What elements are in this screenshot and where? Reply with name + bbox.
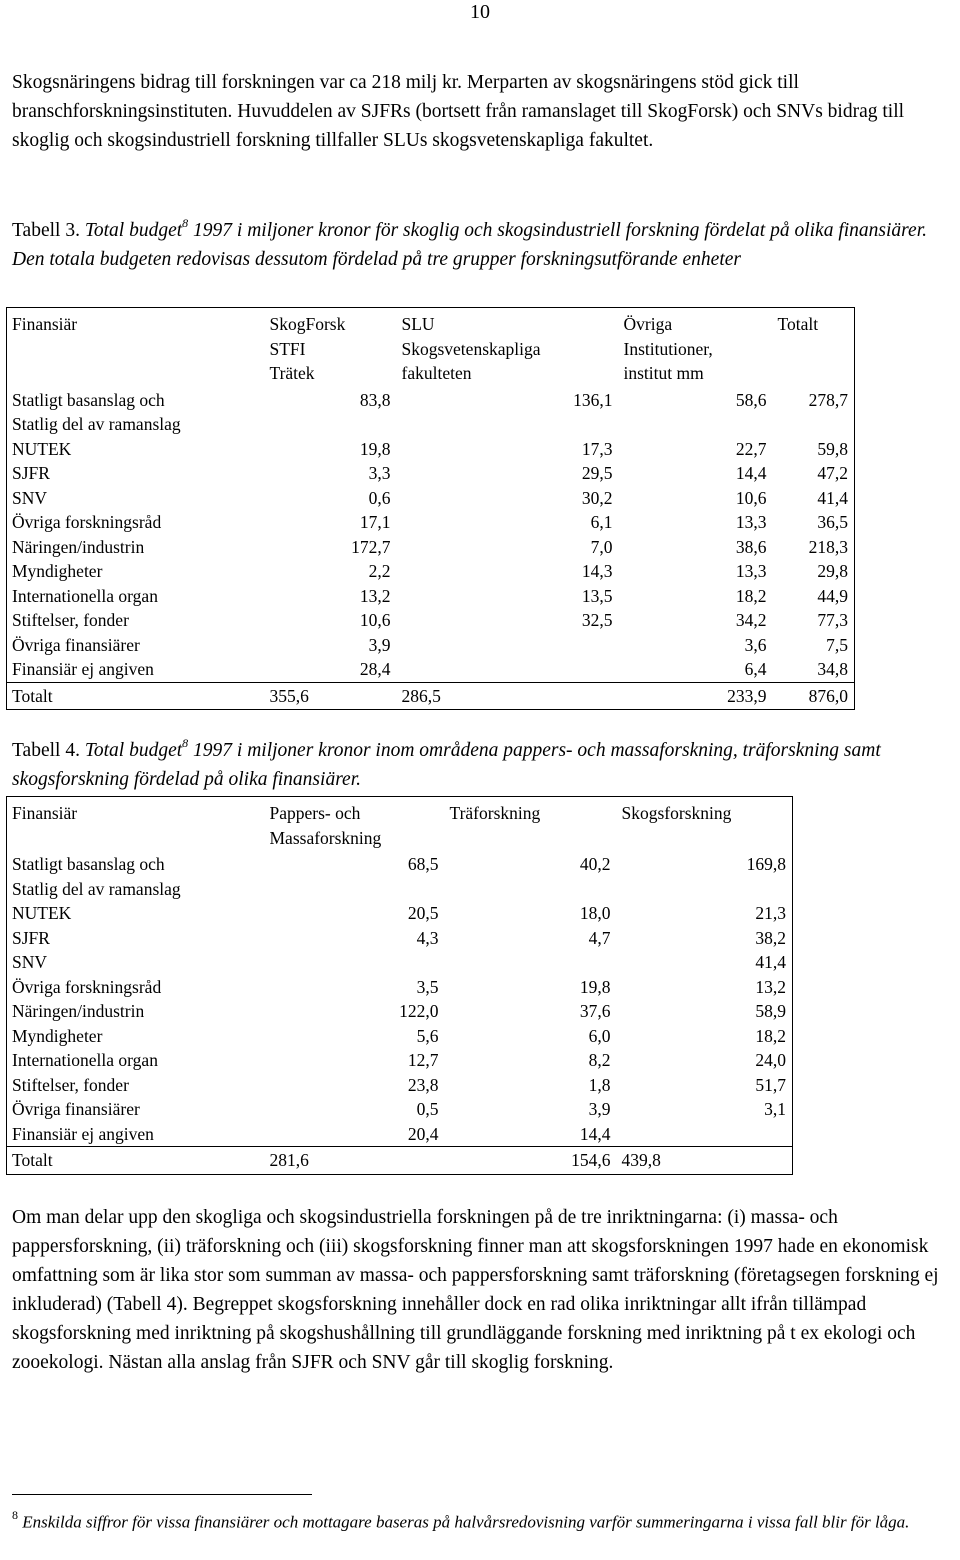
table4-cell-c2: 1,8 — [588, 1074, 611, 1095]
table4-cell-c1: 122,0 — [399, 1001, 439, 1021]
table3-row-label: SNV — [12, 487, 48, 508]
table3-cell-c4: 59,8 — [817, 438, 848, 459]
table3-cell-c1: 2,2 — [368, 561, 391, 581]
table3-title-part1: Total budget — [84, 220, 183, 241]
table3-header-col2-line2: Skogsvetenskapliga — [401, 338, 541, 359]
table3-cell-c2 — [397, 412, 619, 437]
table4-row — [7, 877, 793, 902]
table3-total-c2: 286,5 — [397, 682, 619, 710]
table4-footnote-ref: 8 — [182, 735, 189, 750]
table3-cell-c3: 14,4 — [735, 463, 767, 483]
table4-cell-c1: 0,5 — [416, 1099, 439, 1119]
table3-cell-c1: 19,8 — [359, 438, 391, 459]
table4-title-part1: Total budget — [84, 740, 183, 761]
table3-header-col2 — [397, 308, 619, 388]
table3-header-finansiar: Finansiär — [12, 314, 78, 334]
table3-row — [7, 412, 855, 437]
table3-cell-c3: 13,3 — [735, 561, 767, 581]
table4-total-c2: 154,6 — [445, 1147, 617, 1175]
table4-cell-c3: 3,1 — [764, 1099, 786, 1119]
table4-row — [7, 1097, 793, 1122]
table3-cell-c4: 77,3 — [817, 610, 848, 630]
table3-row-label: Övriga forskningsråd — [12, 512, 162, 532]
table3-cell-c2: 14,3 — [581, 561, 613, 581]
table4-caption — [12, 736, 960, 794]
table4-cell-c3: 51,7 — [755, 1074, 786, 1095]
table3 — [6, 307, 855, 710]
table3-row-label: Övriga finansiärer — [12, 634, 140, 655]
table3-header-col1-line2: STFI — [269, 338, 306, 359]
table3-cell-c1: 172,7 — [351, 536, 391, 557]
table4-row — [7, 950, 793, 975]
table3-cell-c1: 0,6 — [368, 487, 391, 508]
table3-row — [7, 437, 855, 462]
table3-row-label: Stiftelser, fonder — [12, 610, 129, 630]
table4-cell-c2: 14,4 — [579, 1123, 611, 1144]
table4-cell-c3: 21,3 — [755, 903, 786, 923]
table3-cell-c4: 36,5 — [817, 512, 848, 532]
table4-cell-c3: 38,2 — [755, 927, 786, 948]
table3-row-label: Statligt basanslag och — [12, 389, 165, 410]
intro-paragraph: Skogsnäringens bidrag till forskningen var ca 218 milj kr. Merparten av skogsnäringens stöd gick till branschforskningsinstituten. Huvuddelen av SJFRs (bortsett från ramanslaget till SkogForsk) och SNVs bidrag till skoglig och skogsindustriell forskning tillfaller SLUs skogsvetenskapliga fakultet. — [12, 72, 905, 151]
table3-total-c1: 355,6 — [265, 682, 397, 710]
table4-label: Tabell 4. — [12, 740, 80, 761]
table3-total-c4: 876,0 — [773, 682, 855, 710]
table4-cell-c2: 40,2 — [579, 854, 611, 874]
table3-cell-c1: 28,4 — [359, 659, 391, 679]
table4-row — [7, 901, 793, 926]
table4-row-label: Internationella organ — [12, 1050, 158, 1070]
table3-row — [7, 510, 855, 535]
table4-cell-c2: 6,0 — [588, 1025, 611, 1046]
table4-row — [7, 975, 793, 1000]
table4-total-c3: 439,8 — [617, 1147, 793, 1175]
table3-cell-c4: 7,5 — [826, 634, 848, 655]
table4-row-label: Myndigheter — [12, 1025, 103, 1046]
table3-total-row — [7, 682, 855, 710]
table4-cell-c2: 4,7 — [588, 927, 611, 948]
table3-row — [7, 461, 855, 486]
table3-cell-c3: 13,3 — [735, 512, 767, 532]
table4-row-label: SNV — [12, 952, 48, 972]
table3-title-part2: 1997 i miljoner kronor för skoglig och skogsindustriell forskning fördelat på olika finansiärer. Den totala budgeten redovisas dessutom fördelad på tre grupper forskningsutförande enheter — [12, 220, 927, 270]
footnote-text: Enskilda siffror för vissa finansiärer och mottagare baseras på halvårsredovisning varför summeringarna i vissa fall blir för låga. — [18, 1512, 910, 1532]
table3-cell-c2: 32,5 — [581, 610, 613, 630]
table4-cell-c3: 24,0 — [755, 1050, 786, 1070]
table4-cell-c3: 169,8 — [746, 854, 786, 874]
table4-cell-c3 — [617, 877, 793, 902]
table3-cell-c2: 6,1 — [590, 512, 613, 532]
table4-row — [7, 999, 793, 1024]
table4-row-label: Näringen/industrin — [12, 1001, 145, 1021]
table4 — [6, 796, 793, 1175]
table3-header-col1 — [265, 308, 397, 388]
table3-cell-c4 — [773, 412, 855, 437]
table4-cell-c3: 13,2 — [755, 976, 786, 997]
table4-cell-c1: 23,8 — [407, 1074, 439, 1095]
table4-total-label: Totalt — [7, 1147, 265, 1175]
table4-cell-c3: 58,9 — [755, 1001, 786, 1021]
table4-header-col1 — [265, 797, 445, 853]
table4-cell-c1: 3,5 — [416, 976, 439, 997]
table3-total-c3: 233,9 — [619, 682, 773, 710]
table3-row — [7, 486, 855, 511]
table3-cell-c4: 29,8 — [817, 561, 848, 581]
table4-row-label: Övriga finansiärer — [12, 1099, 140, 1119]
table4-cell-c3: 18,2 — [755, 1025, 786, 1046]
table3-cell-c2: 7,0 — [590, 536, 613, 557]
table3-cell-c4: 41,4 — [817, 487, 848, 508]
table3-header-col4: Totalt — [777, 314, 819, 334]
table4-cell-c1: 12,7 — [407, 1050, 439, 1070]
table3-row-label: Finansiär ej angiven — [12, 659, 154, 679]
table3-row — [7, 559, 855, 584]
table3-cell-c2: 29,5 — [581, 463, 613, 483]
table4-row-label: Statligt basanslag och — [12, 854, 165, 874]
table3-cell-c2: 136,1 — [573, 389, 613, 410]
table4-row — [7, 1048, 793, 1073]
table3-row — [7, 388, 855, 413]
table3-row-label: SJFR — [12, 463, 50, 483]
table4-row — [7, 1122, 793, 1147]
table3-cell-c2 — [397, 633, 619, 658]
table3-cell-c3: 58,6 — [735, 389, 767, 410]
table3-cell-c4: 218,3 — [808, 536, 848, 557]
table4-cell-c2: 18,0 — [579, 903, 611, 923]
table3-header-col2-line1: SLU — [401, 314, 435, 334]
table3-row — [7, 535, 855, 560]
table3-cell-c1: 3,3 — [368, 463, 391, 483]
table4-cell-c2: 19,8 — [579, 976, 611, 997]
table3-row-label: Näringen/industrin — [12, 536, 145, 557]
table3-cell-c2: 30,2 — [581, 487, 613, 508]
table4-header-row — [7, 797, 793, 853]
table3-cell-c1: 3,9 — [368, 634, 391, 655]
table3-header-row — [7, 308, 855, 388]
footnote — [12, 1505, 952, 1535]
table4-row-label: Stiftelser, fonder — [12, 1074, 129, 1095]
table3-cell-c3 — [619, 412, 773, 437]
table4-cell-c2: 37,6 — [579, 1001, 611, 1021]
table4-row — [7, 1024, 793, 1049]
table4-row-label: Övriga forskningsråd — [12, 976, 162, 997]
table4-cell-c2: 8,2 — [588, 1050, 611, 1070]
table4-cell-c1 — [265, 877, 445, 902]
table4-row-label: Statlig del av ramanslag — [12, 878, 181, 899]
table4-row-label: Finansiär ej angiven — [12, 1123, 154, 1144]
table3-cell-c2: 17,3 — [581, 438, 613, 459]
table3-caption — [12, 216, 960, 274]
table3-header-col1-line1: SkogForsk — [269, 314, 346, 334]
table3-header-col2-line3: fakulteten — [401, 363, 472, 383]
table3-row — [7, 584, 855, 609]
closing-paragraph: Om man delar upp den skogliga och skogsindustriella forskningen på de tre inriktningarna: (i) massa- och pappersforskning, (ii) träforskning och (iii) skogsforskning finner man att skogsforskningen 1997 hade en ekonomisk omfattning som är lika stor som summan av massa- och pappersforskning samt träforskning (företagsegen forskning ej inkluderad) (Tabell 4). Begreppet skogsforskning innehåller dock en rad olika inriktningar allt ifrån tillämpad skogsforskning med inriktning på skogshushållning till grundläggande forskning med inriktning på t ex ekologi och zooekologi. Nästan alla anslag från SJFR och SNV går till skoglig forskning. — [12, 1207, 939, 1373]
table3-cell-c1 — [265, 412, 397, 437]
table4-cell-c3: 41,4 — [755, 952, 786, 972]
table3-cell-c1: 83,8 — [359, 389, 391, 410]
table3-header-col3-line2: Institutioner, — [623, 338, 713, 359]
table4-cell-c1 — [265, 950, 445, 975]
table3-cell-c2 — [397, 657, 619, 682]
table4-title-part2: 1997 i miljoner kronor inom områdena pappers- och massaforskning, träforskning samt skogsforskning fördelad på olika finansiärer. — [12, 740, 881, 790]
table3-row-label: Internationella organ — [12, 585, 158, 606]
table3-body — [7, 388, 855, 683]
table3-cell-c3: 22,7 — [735, 438, 767, 459]
table4-cell-c2 — [445, 950, 617, 975]
table4-row — [7, 926, 793, 951]
table3-cell-c4: 278,7 — [808, 389, 848, 410]
table3-header-col3 — [619, 308, 773, 388]
table3-row-label: NUTEK — [12, 438, 72, 459]
table3-header-col1-line3: Trätek — [269, 363, 315, 383]
table3-cell-c1: 13,2 — [359, 585, 391, 606]
table4-cell-c1: 4,3 — [416, 927, 439, 948]
table4-cell-c1: 20,5 — [407, 903, 439, 923]
table4-row — [7, 1073, 793, 1098]
table3-cell-c4: 47,2 — [817, 463, 848, 483]
table4-header-col2: Träforskning — [449, 803, 541, 823]
table3-total-label: Totalt — [7, 682, 265, 710]
table4-row-label: SJFR — [12, 927, 50, 948]
table3-cell-c3: 6,4 — [744, 659, 767, 679]
page-number: 10 — [470, 1, 490, 23]
table4-cell-c1: 68,5 — [407, 854, 439, 874]
table4-cell-c2: 3,9 — [588, 1099, 611, 1119]
table3-cell-c1: 10,6 — [359, 610, 391, 630]
table3-row-label: Statlig del av ramanslag — [12, 414, 181, 434]
table4-body — [7, 852, 793, 1147]
table3-row — [7, 657, 855, 682]
table3-cell-c3: 18,2 — [735, 585, 767, 606]
table4-row-label: NUTEK — [12, 903, 72, 923]
table4-cell-c1: 5,6 — [416, 1025, 439, 1046]
table4-header-finansiar: Finansiär — [12, 803, 78, 823]
table3-cell-c1: 17,1 — [359, 512, 391, 532]
table3-row — [7, 633, 855, 658]
table3-cell-c3: 3,6 — [744, 634, 767, 655]
table3-row-label: Myndigheter — [12, 561, 103, 581]
table3-cell-c4: 44,9 — [817, 585, 848, 606]
table4-total-row — [7, 1147, 793, 1175]
table3-cell-c2: 13,5 — [581, 585, 613, 606]
table4-cell-c3 — [617, 1122, 793, 1147]
table3-cell-c3: 34,2 — [735, 610, 767, 630]
table4-row — [7, 852, 793, 877]
table3-cell-c3: 38,6 — [735, 536, 767, 557]
table3-cell-c4: 34,8 — [817, 659, 848, 679]
table4-total-c1: 281,6 — [265, 1147, 445, 1175]
table3-label: Tabell 3. — [12, 220, 80, 241]
table4-header-col3: Skogsforskning — [621, 803, 732, 823]
footnote-number: 8 — [12, 1508, 18, 1522]
table3-row — [7, 608, 855, 633]
table4-cell-c1: 20,4 — [407, 1123, 439, 1144]
table3-cell-c3: 10,6 — [735, 487, 767, 508]
table4-header-col1-line2: Massaforskning — [269, 827, 382, 848]
table4-header-col1-line1: Pappers- och — [269, 803, 361, 823]
footnote-divider — [12, 1494, 312, 1495]
table3-footnote-ref: 8 — [182, 215, 189, 230]
table4-cell-c2 — [445, 877, 617, 902]
table3-header-col3-line3: institut mm — [623, 363, 704, 383]
table3-header-col3-line1: Övriga — [623, 314, 673, 334]
